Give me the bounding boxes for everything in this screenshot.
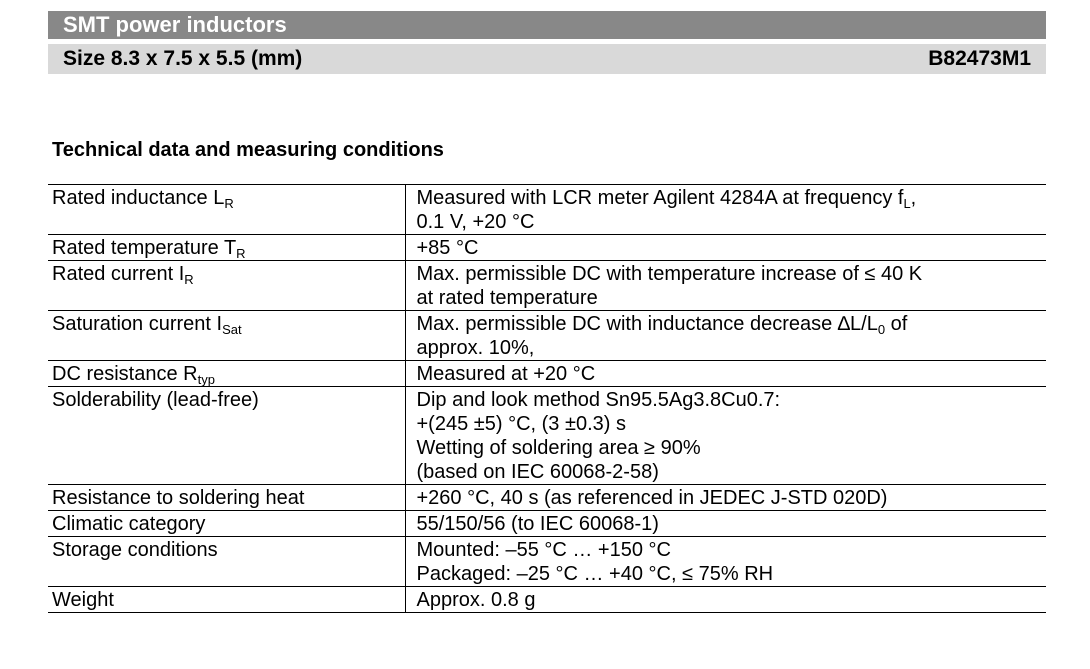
row-value-text: Mounted: –55 °C … +150 °C bbox=[416, 539, 671, 561]
row-label-subscript: Sat bbox=[222, 322, 242, 337]
row-value bbox=[405, 387, 1046, 485]
row-value bbox=[405, 311, 1046, 361]
row-value bbox=[405, 511, 1046, 537]
row-value bbox=[405, 261, 1046, 311]
row-label bbox=[48, 485, 405, 511]
row-label-subscript: R bbox=[236, 246, 246, 261]
row-label bbox=[48, 185, 405, 235]
row-label-text: Saturation current I bbox=[52, 313, 223, 335]
table-row bbox=[48, 587, 1046, 613]
row-value-text: Wetting of soldering area ≥ 90% bbox=[416, 437, 701, 459]
row-value-line bbox=[417, 538, 1043, 562]
row-value-text: Approx. 0.8 g bbox=[416, 589, 536, 611]
row-value-suffix: of bbox=[885, 313, 908, 335]
table-row bbox=[48, 311, 1046, 361]
row-value-subscript: L bbox=[903, 196, 911, 211]
table-row bbox=[48, 185, 1046, 235]
product-title: SMT power inductors bbox=[63, 12, 287, 37]
row-value bbox=[405, 185, 1046, 235]
row-value bbox=[405, 587, 1046, 613]
row-label-text: Rated temperature T bbox=[52, 237, 237, 259]
row-value-text: +260 °C, 40 s (as referenced in JEDEC J-STD 020D) bbox=[416, 487, 888, 509]
row-value-text: Max. permissible DC with inductance decrease ∆L/L bbox=[416, 313, 878, 335]
row-value-suffix: , bbox=[910, 187, 917, 209]
row-label-subscript: R bbox=[224, 196, 234, 211]
row-value-text: Packaged: –25 °C … +40 °C, ≤ 75% RH bbox=[416, 563, 774, 585]
row-value bbox=[405, 235, 1046, 261]
row-label bbox=[48, 235, 405, 261]
size-label: Size 8.3 x 7.5 x 5.5 (mm) bbox=[63, 47, 303, 70]
row-label bbox=[48, 311, 405, 361]
row-value-line bbox=[417, 262, 1043, 286]
row-value-text: Measured with LCR meter Agilent 4284A at frequency f bbox=[416, 187, 904, 209]
part-number: B82473M1 bbox=[928, 47, 1031, 70]
row-label bbox=[48, 511, 405, 537]
row-value bbox=[405, 537, 1046, 587]
row-value-subscript: 0 bbox=[877, 322, 886, 337]
size-bar bbox=[48, 44, 1046, 74]
row-label-text: Weight bbox=[52, 589, 114, 611]
row-value bbox=[405, 361, 1046, 387]
row-value-text: approx. 10%, bbox=[416, 337, 535, 359]
row-value-text: Max. permissible DC with temperature increase of ≤ 40 K bbox=[416, 263, 923, 285]
row-value-line bbox=[417, 460, 1043, 484]
row-value-text: 0.1 V, +20 °C bbox=[416, 211, 535, 233]
row-value-text: Dip and look method Sn95.5Ag3.8Cu0.7: bbox=[416, 389, 781, 411]
row-label-text: Climatic category bbox=[52, 513, 206, 535]
row-value-line bbox=[417, 312, 1043, 336]
row-value-line bbox=[417, 562, 1043, 586]
row-value-line bbox=[417, 286, 1043, 310]
table-row bbox=[48, 261, 1046, 311]
row-value-line bbox=[417, 362, 1043, 386]
row-label-text: Rated current I bbox=[52, 263, 185, 285]
product-title-bar bbox=[48, 11, 1046, 39]
row-value-text: +85 °C bbox=[416, 237, 479, 259]
row-value-line bbox=[417, 236, 1043, 260]
row-label-text: Resistance to soldering heat bbox=[52, 487, 305, 509]
table-row bbox=[48, 235, 1046, 261]
row-value-line bbox=[417, 412, 1043, 436]
row-label-text: DC resistance R bbox=[52, 363, 198, 385]
row-label-text: Storage conditions bbox=[52, 539, 218, 561]
row-label-text: Rated inductance L bbox=[52, 187, 225, 209]
row-value-text: +(245 ±5) °C, (3 ±0.3) s bbox=[416, 413, 626, 435]
row-value bbox=[405, 485, 1046, 511]
row-value-line bbox=[417, 512, 1043, 536]
row-label bbox=[48, 587, 405, 613]
row-value-line bbox=[417, 186, 1043, 210]
table-row bbox=[48, 485, 1046, 511]
row-value-text: at rated temperature bbox=[416, 287, 598, 309]
row-label-text: Solderability (lead-free) bbox=[52, 389, 259, 411]
technical-data-table bbox=[48, 184, 1046, 613]
table-row bbox=[48, 361, 1046, 387]
row-value-line bbox=[417, 336, 1043, 360]
row-label-subscript: typ bbox=[197, 372, 215, 387]
row-value-line bbox=[417, 486, 1043, 510]
row-label bbox=[48, 361, 405, 387]
row-label bbox=[48, 261, 405, 311]
table-row bbox=[48, 387, 1046, 485]
row-value-line bbox=[417, 388, 1043, 412]
row-value-text: 55/150/56 (to IEC 60068-1) bbox=[416, 513, 659, 535]
row-value-line bbox=[417, 436, 1043, 460]
section-heading: Technical data and measuring conditions bbox=[52, 139, 444, 161]
row-value-text: Measured at +20 °C bbox=[416, 363, 596, 385]
table-row bbox=[48, 537, 1046, 587]
row-value-text: (based on IEC 60068-2-58) bbox=[416, 461, 659, 483]
row-value-line bbox=[417, 210, 1043, 234]
table-row bbox=[48, 511, 1046, 537]
row-value-line bbox=[417, 588, 1043, 612]
row-label-subscript: R bbox=[184, 272, 194, 287]
row-label bbox=[48, 537, 405, 587]
row-label bbox=[48, 387, 405, 485]
